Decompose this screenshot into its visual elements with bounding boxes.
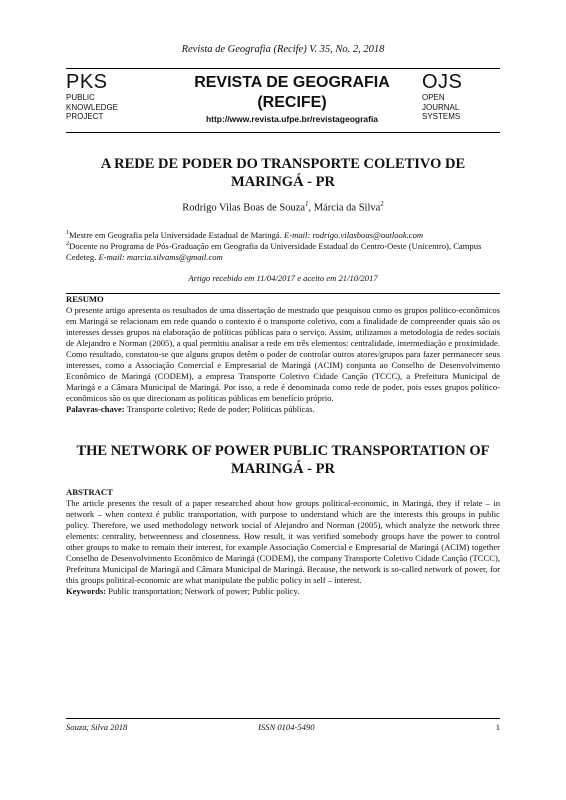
pks-line: PUBLIC [66, 93, 95, 102]
abstract-text: The article presents the result of a paper researched about how groups political-economic, in Maringá, they if relate – in network – when context é public transportation, with purpose to understand which are the interests this groups in public policy. Therefore, we used methodology network social of Alejandro and Norman (2005), which analyze the network three elements: centrality, betweenness and closenness. How result, it was verified somebody groups have the power to control other groups to make to remain their interest, for example Associação Comercial e Empresarial de Maringá (ACIM) together Conselho de Desenvolvimento Econômico de Maringá (CODEM), the company Transporte Coletivo Cidade Canção (TCCC), Prefeitura Municipal de Maringá and Câmara Municipal de Maringá. Because, the network is so-called network of power, for this groups political-economic are what manipulate the public policy in self – interest. [66, 498, 500, 585]
keywords-label: Keywords: [66, 586, 107, 596]
article-title-en [66, 442, 500, 478]
author-name: Rodrigo Vilas Boas de Souza [182, 202, 306, 214]
ojs-line: OPEN [422, 93, 445, 102]
journal-url[interactable]: http://www.revista.ufpe.br/revistageografia [205, 114, 379, 124]
ojs-line: SYSTEMS [422, 112, 461, 121]
affiliation-text: Mestre em Geografia pela Universidade Estadual de Maringá. [69, 229, 284, 240]
affiliation-text: Docente no Programa de Pós-Graduação em Geografia da Universidade Estadual do Centro-Oeste (Unicentro), Campus Cedeteg. [66, 240, 482, 262]
palavras-chave [66, 404, 500, 415]
article-title-line: THE NETWORK OF POWER PUBLIC TRANSPORTATION OF [76, 443, 490, 459]
footer-issn: ISSN 0104-5490 [258, 722, 315, 732]
keywords-text: Transporte coletivo; Rede de poder; Políticas públicas. [124, 404, 315, 414]
pks-logo [66, 71, 166, 122]
author-separator: , [308, 202, 314, 214]
journal-header [66, 68, 500, 133]
keywords [66, 586, 500, 597]
article-title-pt [66, 155, 500, 191]
affiliation-2 [66, 239, 500, 263]
affiliation-number: 2 [66, 241, 69, 247]
ojs-logo-text: OJS [422, 71, 463, 93]
author-superscript: 1 [305, 200, 309, 208]
journal-title-line: (RECIFE) [257, 94, 327, 111]
article-title-line: A REDE DE PODER DO TRANSPORTE COLETIVO DE [100, 156, 466, 172]
page-number: 1 [495, 722, 500, 732]
received-date: Artigo recebido em 11/04/2017 e aceito em 21/10/2017 [188, 273, 378, 283]
pks-logo-text: PKS [66, 71, 108, 93]
resumo-section [66, 293, 500, 415]
journal-citation: Revista de Geografia (Recife) V. 35, No. 2, 2018 [181, 44, 385, 55]
pks-line: KNOWLEDGE [66, 102, 119, 112]
ojs-logo [422, 71, 502, 122]
resumo-heading: RESUMO [66, 294, 104, 304]
article-title-line: MARINGÁ - PR [231, 174, 335, 190]
author-superscript: 2 [380, 200, 384, 208]
affiliation-email[interactable]: E-mail: rodrigo.vilasboas@outlook.com [284, 229, 424, 240]
keywords-text: Public transportation; Network of power; Public policy. [106, 586, 300, 596]
resumo-text: O presente artigo apresenta os resultados de uma dissertação de mestrado que pesquisou como os grupos político-econômicos em Maringá se relacionam em rede quando o contexto é o transporte coletivo, com a finalidade de compreender quais são os interesses desses grupos na elaboração de políticas públicas para o serviço. Assim, utilizamos a metodologia de redes sociais de Alejandro e Norman (2005), a qual permitiu analisar a rede em três elementos: centralidade, intermediação e proximidade. Como resultado, constatou-se que alguns grupos detêm o poder de controlar outros atores/grupos para fazer permanecer seus interesses, como a Associação Comercial e Empresarial de Maringá (ACIM) conjunta ao Conselho de Desenvolvimento Econômico de Maringá (CODEM), a empresa Transporte Coletivo Cidade Canção (TCCC), a Prefeitura Municipal de Maringá e a Câmara Municipal de Maringá. Por isso, a rede é denominada como rede de poder, pois esses grupos político-econômicos são os que direcionam as políticas públicas em benefício próprio. [66, 305, 500, 403]
abstract-heading: ABSTRACT [66, 487, 113, 497]
journal-title [166, 73, 418, 113]
pks-line: PROJECT [66, 112, 104, 121]
footer-rule [66, 718, 500, 719]
affiliation-number: 1 [66, 230, 69, 236]
article-title-line: MARINGÁ - PR [231, 461, 335, 477]
abstract-section [66, 487, 500, 597]
journal-title-line: REVISTA DE GEOGRAFIA [194, 74, 390, 91]
author-list [66, 200, 500, 214]
ojs-line: JOURNAL [422, 102, 460, 112]
keywords-label: Palavras-chave: [66, 404, 125, 414]
footer-authors: Souza, Silva 2018 [66, 722, 128, 732]
affiliation-email[interactable]: E-mail: marcia.silvams@gmail.com [98, 251, 223, 262]
author-name: Márcia da Silva [313, 202, 381, 214]
